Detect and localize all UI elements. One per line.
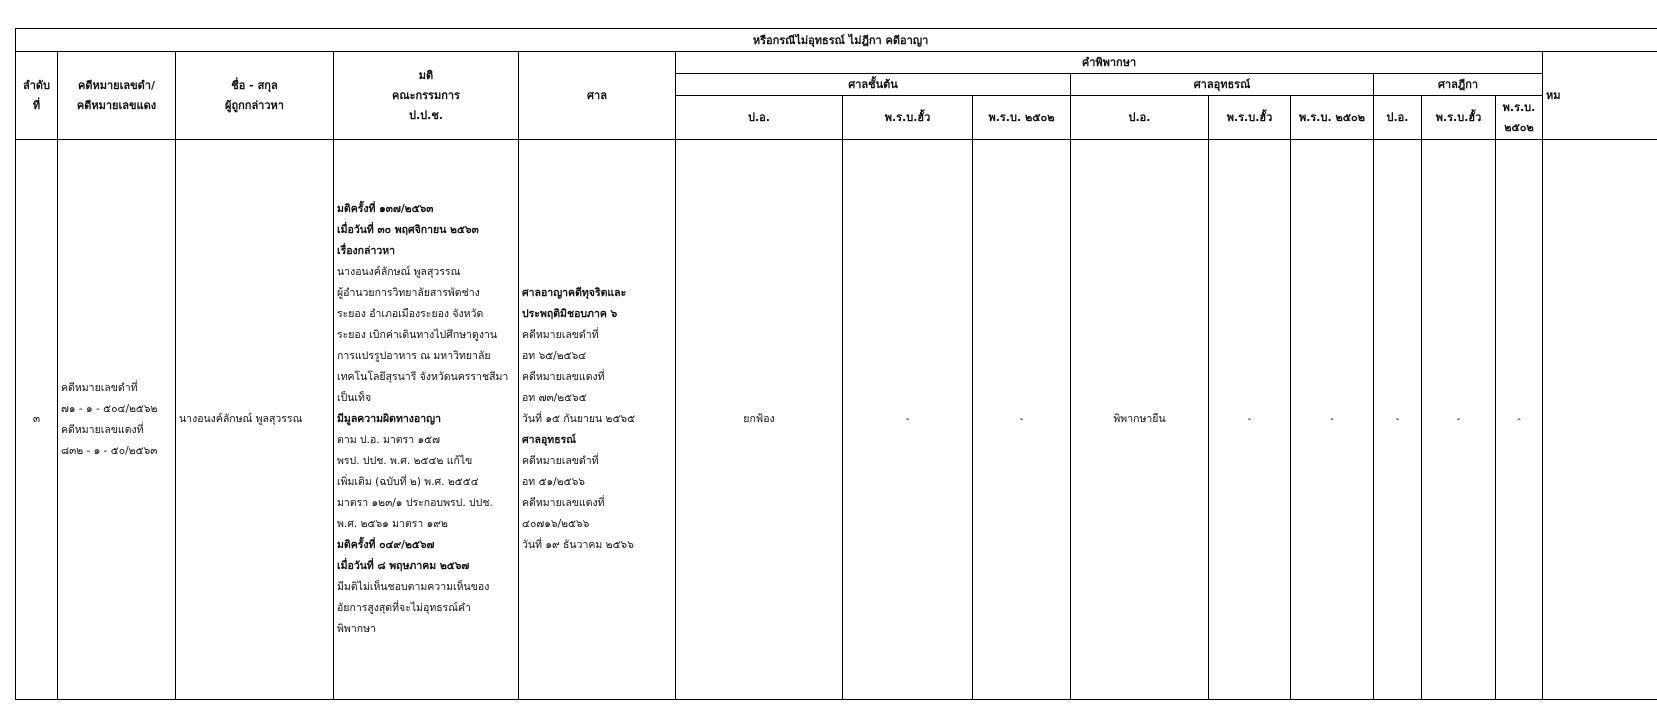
cell-appeal-bribery: - (1209, 140, 1291, 700)
resolution-line: ตาม ป.อ. มาตรา ๑๕๗ (337, 434, 440, 446)
cell-court (519, 140, 676, 700)
resolution-line: นางอนงค์ลักษณ์ พูลสุวรรณ (337, 266, 461, 278)
court-line: คดีหมายเลขดำที่ (522, 329, 599, 341)
resolution-line: การแปรรูปอาหาร ณ มหาวิทยาลัย (337, 350, 491, 362)
cell-no: ๓ (16, 140, 58, 700)
cell-supreme-po: - (1374, 140, 1422, 700)
cell-name: นางอนงค์ลักษณ์ พูลสุวรรณ (176, 140, 334, 700)
header-judgment: คำพิพากษา (676, 52, 1543, 74)
cell-appeal-2502: - (1291, 140, 1374, 700)
cell-first-po: ยกฟ้อง (676, 140, 843, 700)
header-appeal-po: ป.อ. (1071, 96, 1209, 140)
court-line: วันที่ ๑๙ ธันวาคม ๒๕๖๖ (522, 539, 634, 551)
resolution-line: มีมูลความผิดทางอาญา (337, 413, 441, 425)
court-line: คดีหมายเลขแดงที่ (522, 371, 605, 383)
header-appeal-2502: พ.ร.บ. ๒๕๐๒ (1291, 96, 1374, 140)
resolution-line: เป็นเท็จ (337, 392, 372, 404)
resolution-line: ผู้อำนวยการวิทยาลัยสารพัดช่าง (337, 287, 480, 299)
cell-first-2502: - (973, 140, 1071, 700)
header-court-supreme: ศาลฎีกา (1374, 74, 1543, 96)
resolution-line: ระยอง อำเภอเมืองระยอง จังหวัด (337, 308, 484, 320)
header-court-appeal: ศาลอุทธรณ์ (1071, 74, 1374, 96)
resolution-line: เมื่อวันที่ ๓๐ พฤศจิกายน ๒๕๖๓ (337, 224, 479, 236)
resolution-line: พ.ศ. ๒๕๖๑ มาตรา ๑๙๒ (337, 518, 448, 530)
header-supreme-po: ป.อ. (1374, 96, 1422, 140)
header-name: ชื่อ - สกุล ผู้ถูกกล่าวหา (176, 52, 334, 140)
court-line: คดีหมายเลขแดงที่ (522, 497, 605, 509)
court-line: คดีหมายเลขดำที่ (522, 455, 599, 467)
court-line: วันที่ ๑๕ กันยายน ๒๕๖๕ (522, 413, 636, 425)
resolution-line: มาตรา ๑๒๓/๑ ประกอบพรป. ปปช. (337, 497, 493, 509)
resolution-line: อัยการสูงสุดที่จะไม่อุทธรณ์คำ (337, 602, 471, 614)
header-resolution: มติ คณะกรรมการ ป.ป.ช. (334, 52, 519, 140)
cell-supreme-bribery: - (1422, 140, 1496, 700)
case-table (15, 28, 1657, 700)
cell-resolution (334, 140, 519, 700)
resolution-line: พิพากษา (337, 623, 376, 635)
header-supreme-bribery: พ.ร.บ.ฮั้ว (1422, 96, 1496, 140)
resolution-line: เทคโนโลยีสุรนารี จังหวัดนครราชสีมา (337, 371, 509, 383)
court-line: อท ๗๓/๒๕๖๕ (522, 392, 587, 404)
resolution-line: เรื่องกล่าวหา (337, 245, 396, 257)
resolution-line: มติครั้งที่ ๐๔๙/๒๕๖๗ (337, 539, 435, 551)
table-row (16, 140, 1657, 700)
header-cut-off: หม (1543, 52, 1657, 140)
header-case-no: คดีหมายเลขดำ/ คดีหมายเลขแดง (58, 52, 176, 140)
court-line: อท ๖๕/๒๕๖๔ (522, 350, 587, 362)
header-court: ศาล (519, 52, 676, 140)
resolution-line: เมื่อวันที่ ๘ พฤษภาคม ๒๕๖๗ (337, 560, 470, 572)
court-line: ศาลอุทธรณ์ (522, 434, 577, 446)
header-supreme-2502: พ.ร.บ. ๒๕๐๒ (1496, 96, 1543, 140)
court-line: ประพฤติมิชอบภาค ๖ (522, 308, 618, 320)
cell-supreme-2502: - (1496, 140, 1543, 700)
cell-case-no: คดีหมายเลขดำที่ ๗๑ - ๑ - ๕๐๔/๒๕๖๒ คดีหมายเลขแดงที่ ๘๓๒ - ๑ - ๕๐/๒๕๖๓ (58, 140, 176, 700)
cell-first-bribery: - (843, 140, 973, 700)
resolution-line: มีมติไม่เห็นชอบตามความเห็นของ (337, 581, 490, 593)
header-no: ลำดับ ที่ (16, 52, 58, 140)
court-line: ๔๐๗๑๖/๒๕๖๖ (522, 518, 590, 530)
header-first-po: ป.อ. (676, 96, 843, 140)
court-line: ศาลอาญาคดีทุจริตและ (522, 287, 627, 299)
table-title: หรือกรณีไม่อุทธรณ์ ไม่ฎีกา คดีอาญา (16, 29, 1657, 52)
resolution-line: ระยอง เบิกค่าเดินทางไปศึกษาดูงาน (337, 329, 498, 341)
header-first-2502: พ.ร.บ. ๒๕๐๒ (973, 96, 1071, 140)
document-sheet (15, 28, 1657, 709)
resolution-line: มติครั้งที่ ๑๓๗/๒๕๖๓ (337, 203, 434, 215)
header-appeal-bribery: พ.ร.บ.ฮั้ว (1209, 96, 1291, 140)
resolution-line: พรป. ปปช. พ.ศ. ๒๕๔๒ แก้ไข (337, 455, 473, 467)
header-court-first: ศาลชั้นต้น (676, 74, 1071, 96)
header-first-bribery: พ.ร.บ.ฮั้ว (843, 96, 973, 140)
cell-cut-off (1543, 140, 1657, 700)
court-line: อท ๕๑/๒๕๖๖ (522, 476, 585, 488)
cell-appeal-po: พิพากษายืน (1071, 140, 1209, 700)
resolution-line: เพิ่มเติม (ฉบับที่ ๒) พ.ศ. ๒๕๕๔ (337, 476, 479, 488)
